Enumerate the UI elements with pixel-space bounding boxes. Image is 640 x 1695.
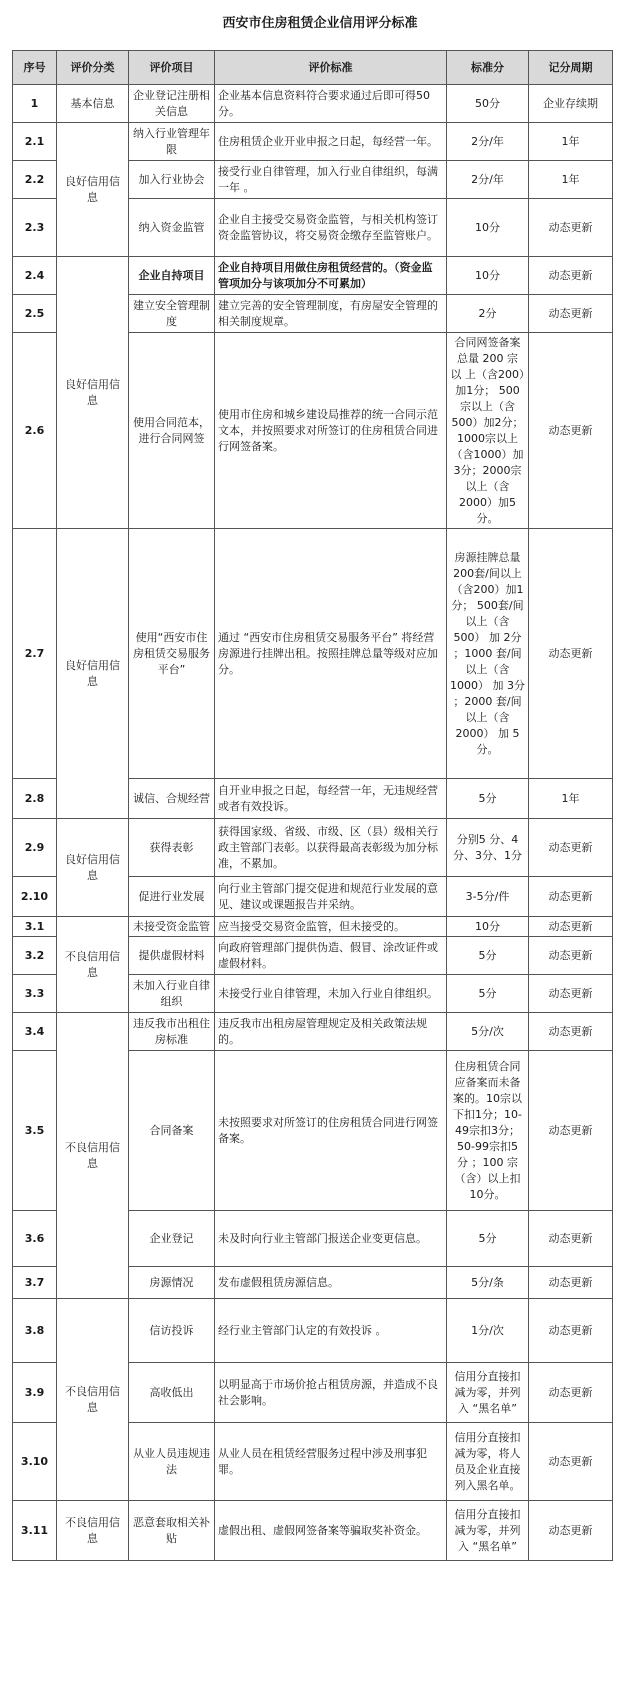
row-item: 高收低出 (129, 1363, 215, 1423)
table-row (13, 1501, 613, 1561)
row-period: 动态更新 (529, 529, 613, 779)
row-seq: 3.7 (13, 1267, 57, 1299)
row-category: 良好信用信息 (57, 819, 129, 917)
row-criteria: 企业基本信息资料符合要求通过后即可得50分。 (215, 85, 447, 123)
row-seq: 3.6 (13, 1211, 57, 1267)
row-criteria: 以明显高于市场价抢占租赁房源，并造成不良社会影响。 (215, 1363, 447, 1423)
table-row (13, 123, 613, 161)
table-row (13, 1013, 613, 1051)
row-score: 5分 (447, 937, 529, 975)
table-row (13, 1299, 613, 1363)
row-score: 10分 (447, 199, 529, 257)
row-seq: 2.2 (13, 161, 57, 199)
row-criteria: 建立完善的安全管理制度，有房屋安全管理的相关制度规章。 (215, 295, 447, 333)
row-score: 房源挂牌总量200套/间以上（含200）加1分； 500套/间以上（含500） 加 2分 ；1000 套/间以上（含1000） 加 3分 ；2000 套/间以上（含2000） 加 5分。 (447, 529, 529, 779)
row-criteria: 未按照要求对所签订的住房租赁合同进行网签备案。 (215, 1051, 447, 1211)
row-score: 10分 (447, 917, 529, 937)
row-seq: 2.8 (13, 779, 57, 819)
row-seq: 3.1 (13, 917, 57, 937)
row-score: 3-5分/件 (447, 877, 529, 917)
row-seq: 2.7 (13, 529, 57, 779)
row-item: 提供虚假材料 (129, 937, 215, 975)
row-period: 动态更新 (529, 937, 613, 975)
row-score: 住房租赁合同应备案而未备案的。10宗以下扣1分；10-49宗扣3分；50-99宗扣5 分 ；100 宗（含）以上扣10分。 (447, 1051, 529, 1211)
row-score: 2分/年 (447, 123, 529, 161)
row-seq: 2.10 (13, 877, 57, 917)
row-period: 动态更新 (529, 1267, 613, 1299)
row-seq: 3.2 (13, 937, 57, 975)
row-seq: 1 (13, 85, 57, 123)
row-category: 不良信用信息 (57, 1013, 129, 1299)
row-item: 企业自持项目 (129, 257, 215, 295)
row-criteria: 企业自主接受交易资金监管，与相关机构签订资金监管协议，将交易资金缴存至监管账户。 (215, 199, 447, 257)
row-item: 使用“西安市住房租赁交易服务平台” (129, 529, 215, 779)
row-criteria: 经行业主管部门认定的有效投诉 。 (215, 1299, 447, 1363)
row-period: 动态更新 (529, 1423, 613, 1501)
row-period: 1年 (529, 161, 613, 199)
row-period: 动态更新 (529, 257, 613, 295)
row-item: 企业登记 (129, 1211, 215, 1267)
row-criteria: 虚假出租、虚假网签备案等骗取奖补资金。 (215, 1501, 447, 1561)
row-score: 2分 (447, 295, 529, 333)
row-score: 信用分直接扣减为零，并列入 “黑名单” (447, 1501, 529, 1561)
row-period: 动态更新 (529, 975, 613, 1013)
row-criteria: 通过 “西安市住房租赁交易服务平台” 将经营房源进行挂牌出租。按照挂牌总量等级对应加分。 (215, 529, 447, 779)
row-period: 动态更新 (529, 1013, 613, 1051)
row-score: 50分 (447, 85, 529, 123)
row-score: 5分 (447, 1211, 529, 1267)
row-period: 动态更新 (529, 1051, 613, 1211)
row-score: 5分 (447, 975, 529, 1013)
row-item: 信访投诉 (129, 1299, 215, 1363)
row-item: 加入行业协会 (129, 161, 215, 199)
row-score: 信用分直接扣减为零，将人员及企业直接列入黑名单。 (447, 1423, 529, 1501)
row-score: 信用分直接扣减为零，并列入 “黑名单” (447, 1363, 529, 1423)
row-criteria: 接受行业自律管理，加入行业自律组织，每满一年 。 (215, 161, 447, 199)
row-period: 动态更新 (529, 199, 613, 257)
row-period: 动态更新 (529, 1501, 613, 1561)
row-item: 获得表彰 (129, 819, 215, 877)
header-score: 标准分 (447, 51, 529, 85)
row-seq: 2.1 (13, 123, 57, 161)
row-seq: 3.10 (13, 1423, 57, 1501)
row-item: 建立安全管理制度 (129, 295, 215, 333)
row-score: 5分/次 (447, 1013, 529, 1051)
row-item: 促进行业发展 (129, 877, 215, 917)
rating-table (12, 50, 613, 1561)
row-period: 1年 (529, 123, 613, 161)
row-score: 10分 (447, 257, 529, 295)
page-title: 西安市住房租赁企业信用评分标准 (222, 16, 418, 31)
row-category: 不良信用信息 (57, 1501, 129, 1561)
row-category: 不良信用信息 (57, 1299, 129, 1501)
row-seq: 3.4 (13, 1013, 57, 1051)
row-criteria: 应当接受交易资金监管，但未接受的。 (215, 917, 447, 937)
table-header-row (13, 51, 613, 85)
row-category: 良好信用信息 (57, 529, 129, 819)
row-criteria: 违反我市出租房屋管理规定及相关政策法规的。 (215, 1013, 447, 1051)
table-row (13, 917, 613, 937)
row-item: 未加入行业自律组织 (129, 975, 215, 1013)
row-period: 动态更新 (529, 295, 613, 333)
row-criteria: 使用市住房和城乡建设局推荐的统一合同示范文本，并按照要求对所签订的住房租赁合同进行网签备案。 (215, 333, 447, 529)
header-period: 记分周期 (529, 51, 613, 85)
row-period: 动态更新 (529, 1211, 613, 1267)
row-item: 从业人员违规违法 (129, 1423, 215, 1501)
row-item: 未接受资金监管 (129, 917, 215, 937)
row-seq: 2.5 (13, 295, 57, 333)
row-period: 动态更新 (529, 1299, 613, 1363)
row-seq: 2.4 (13, 257, 57, 295)
row-seq: 3.8 (13, 1299, 57, 1363)
header-category: 评价分类 (57, 51, 129, 85)
row-period: 动态更新 (529, 877, 613, 917)
row-item: 使用合同范本，进行合同网签 (129, 333, 215, 529)
header-seq: 序号 (13, 51, 57, 85)
row-item: 纳入资金监管 (129, 199, 215, 257)
header-criteria: 评价标准 (215, 51, 447, 85)
row-seq: 2.3 (13, 199, 57, 257)
table-row (13, 819, 613, 877)
row-seq: 2.6 (13, 333, 57, 529)
row-criteria: 自开业申报之日起，每经营一年，无违规经营或者有效投诉。 (215, 779, 447, 819)
row-period: 动态更新 (529, 333, 613, 529)
row-seq: 3.5 (13, 1051, 57, 1211)
row-seq: 3.9 (13, 1363, 57, 1423)
row-item: 恶意套取相关补贴 (129, 1501, 215, 1561)
row-seq: 2.9 (13, 819, 57, 877)
row-period: 动态更新 (529, 1363, 613, 1423)
row-score: 合同网签备案总量 200 宗 以 上（含200）加1分； 500宗以上（含500）加2分；1000宗以上（含1000）加3分；2000宗以上（含2000）加5分。 (447, 333, 529, 529)
row-category: 良好信用信息 (57, 123, 129, 257)
row-score: 分别5 分、4分、3分、1分 (447, 819, 529, 877)
row-period: 企业存续期 (529, 85, 613, 123)
row-criteria: 企业自持项目用做住房租赁经营的。（资金监管项加分与该项加分不可累加） (215, 257, 447, 295)
row-criteria: 从业人员在租赁经营服务过程中涉及刑事犯罪。 (215, 1423, 447, 1501)
row-score: 5分/条 (447, 1267, 529, 1299)
row-period: 1年 (529, 779, 613, 819)
row-category: 不良信用信息 (57, 917, 129, 1013)
row-criteria: 住房租赁企业开业申报之日起，每经营一年。 (215, 123, 447, 161)
row-score: 5分 (447, 779, 529, 819)
table-row (13, 529, 613, 779)
row-item: 合同备案 (129, 1051, 215, 1211)
table-row (13, 257, 613, 295)
row-score: 1分/次 (447, 1299, 529, 1363)
row-criteria: 向行业主管部门提交促进和规范行业发展的意见、建议或课题报告并采纳。 (215, 877, 447, 917)
row-item: 诚信、合规经营 (129, 779, 215, 819)
row-period: 动态更新 (529, 819, 613, 877)
row-item: 房源情况 (129, 1267, 215, 1299)
row-criteria: 向政府管理部门提供伪造、假冒、涂改证件或虚假材料。 (215, 937, 447, 975)
row-criteria: 获得国家级、省级、市级、区（县）级相关行政主管部门表彰。以获得最高表彰级为加分标准，不累加。 (215, 819, 447, 877)
header-item: 评价项目 (129, 51, 215, 85)
table-row (13, 85, 613, 123)
row-item: 纳入行业管理年限 (129, 123, 215, 161)
row-period: 动态更新 (529, 917, 613, 937)
row-criteria: 未及时向行业主管部门报送企业变更信息。 (215, 1211, 447, 1267)
row-item: 企业登记注册相关信息 (129, 85, 215, 123)
row-category: 基本信息 (57, 85, 129, 123)
row-item: 违反我市出租住房标准 (129, 1013, 215, 1051)
row-criteria: 未接受行业自律管理，未加入行业自律组织。 (215, 975, 447, 1013)
row-score: 2分/年 (447, 161, 529, 199)
row-seq: 3.3 (13, 975, 57, 1013)
row-category: 良好信用信息 (57, 257, 129, 529)
row-criteria: 发布虚假租赁房源信息。 (215, 1267, 447, 1299)
row-seq: 3.11 (13, 1501, 57, 1561)
